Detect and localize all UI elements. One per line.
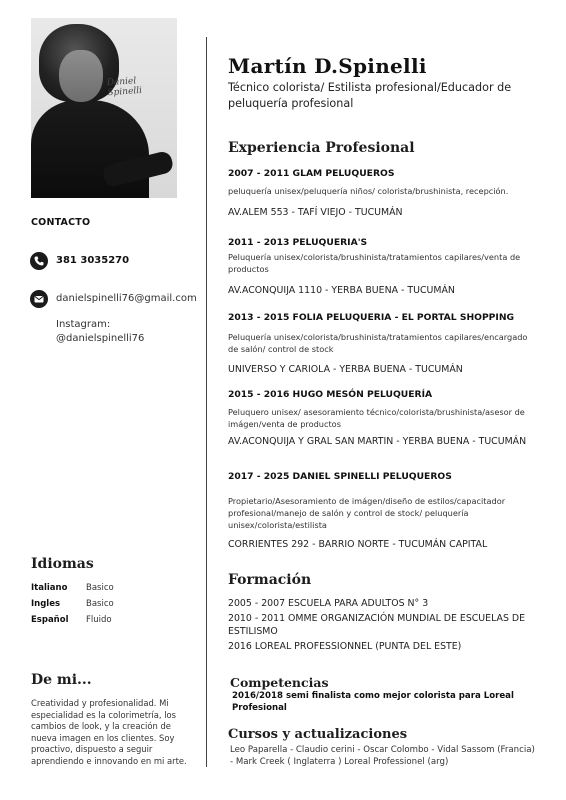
job-description: Propietario/Asesoramiento de imágen/diseño de estilos/capacitador profesional/manejo de salón y control de stock/ peluquería unisex/colorista/estilista: [228, 496, 506, 530]
education-heading: Formación: [228, 572, 312, 588]
photo-face-shape: [59, 50, 103, 102]
contact-heading: CONTACTO: [31, 217, 91, 228]
experience-heading: Experiencia Profesional: [228, 140, 415, 156]
courses-text: Leo Paparella - Claudio cerini - Oscar Colombo - Vidal Sassom (Francia) - Mark Creek ( Inglaterra ) Loreal Professionel (arg): [230, 745, 535, 767]
job-location: AV.ACONQUIJA 1110 - YERBA BUENA - TUCUMÁN: [228, 285, 455, 296]
person-title: Técnico colorista/ Estilista profesional/Educador de peluquería profesional: [228, 81, 512, 110]
person-name: Martín D.Spinelli: [228, 54, 427, 78]
languages-heading: Idiomas: [31, 556, 94, 572]
language-level: Basico: [86, 599, 114, 609]
job-heading: 2017 - 2025 DANIEL SPINELLI PELUQUEROS: [228, 471, 452, 482]
instagram-handle[interactable]: @danielspinelli76: [56, 332, 145, 344]
competencies-heading: Competencias: [230, 675, 329, 690]
job-location: AV.ACONQUIJA Y GRAL SAN MARTIN - YERBA BUENA - TUCUMÁN: [228, 436, 527, 447]
phone-icon: [30, 252, 48, 270]
job-location: AV.ALEM 553 - TAFÍ VIEJO - TUCUMÁN: [228, 207, 403, 218]
job-heading: 2011 - 2013 PELUQUERIA'S: [228, 237, 368, 248]
competencies-text: 2016/2018 semi finalista como mejor colorista para Loreal Profesional: [232, 691, 514, 713]
job-description: peluquería unisex/peluquería niños/ colorista/brushinista, recepción.: [228, 186, 509, 196]
education-item: 2010 - 2011 OMME ORGANIZACIÓN MUNDIAL DE ESCUELAS DE ESTILISMO: [228, 613, 526, 637]
language-name: Español: [31, 615, 69, 625]
job-location: UNIVERSO Y CARIOLA - YERBA BUENA - TUCUMÁN: [228, 364, 463, 375]
column-divider: [206, 37, 207, 767]
job-heading: 2007 - 2011 GLAM PELUQUEROS: [228, 168, 395, 179]
email-address[interactable]: danielspinelli76@gmail.com: [56, 293, 197, 304]
photo-body-shape: [31, 100, 149, 198]
job-heading: 2013 - 2015 FOLIA PELUQUERIA - EL PORTAL SHOPPING: [228, 312, 515, 323]
phone-number[interactable]: 381 3035270: [56, 255, 130, 266]
instagram-label: Instagram:: [56, 319, 111, 330]
language-name: Italiano: [31, 583, 68, 593]
language-level: Fluido: [86, 615, 112, 625]
education-item: 2016 LOREAL PROFESSIONNEL (PUNTA DEL ESTE): [228, 641, 462, 652]
email-icon: [30, 290, 48, 308]
photo-signature-text: Daniel Spinelli: [106, 76, 143, 99]
about-text: Creatividad y profesionalidad. Mi especialidad es la colorimetría, los cambios de look, y la creación de nueva imagen en los clientes. Soy proactivo, dispuesto a seguir aprendiendo e innovando en mi arte.: [31, 698, 187, 766]
job-location: CORRIENTES 292 - BARRIO NORTE - TUCUMÁN CAPITAL: [228, 539, 488, 550]
education-item: 2005 - 2007 ESCUELA PARA ADULTOS N° 3: [228, 598, 429, 609]
profile-photo: [31, 18, 177, 198]
job-description: Peluquería unisex/colorista/brushinista/tratamientos capilares/venta de productos: [228, 252, 521, 274]
job-description: Peluquero unisex/ asesoramiento técnico/colorista/brushinista/asesor de imágen/venta de productos: [228, 407, 525, 429]
language-name: Ingles: [31, 599, 61, 609]
about-heading: De mi...: [31, 672, 92, 688]
job-heading: 2015 - 2016 HUGO MESÓN PELUQUERÍA: [228, 389, 433, 400]
instagram-block: [56, 318, 144, 345]
courses-heading: Cursos y actualizaciones: [228, 727, 408, 742]
language-level: Basico: [86, 583, 114, 593]
job-description: Peluquería unisex/colorista/brushinista/tratamientos capilares/encargado de salón/ control de stock: [228, 332, 528, 354]
